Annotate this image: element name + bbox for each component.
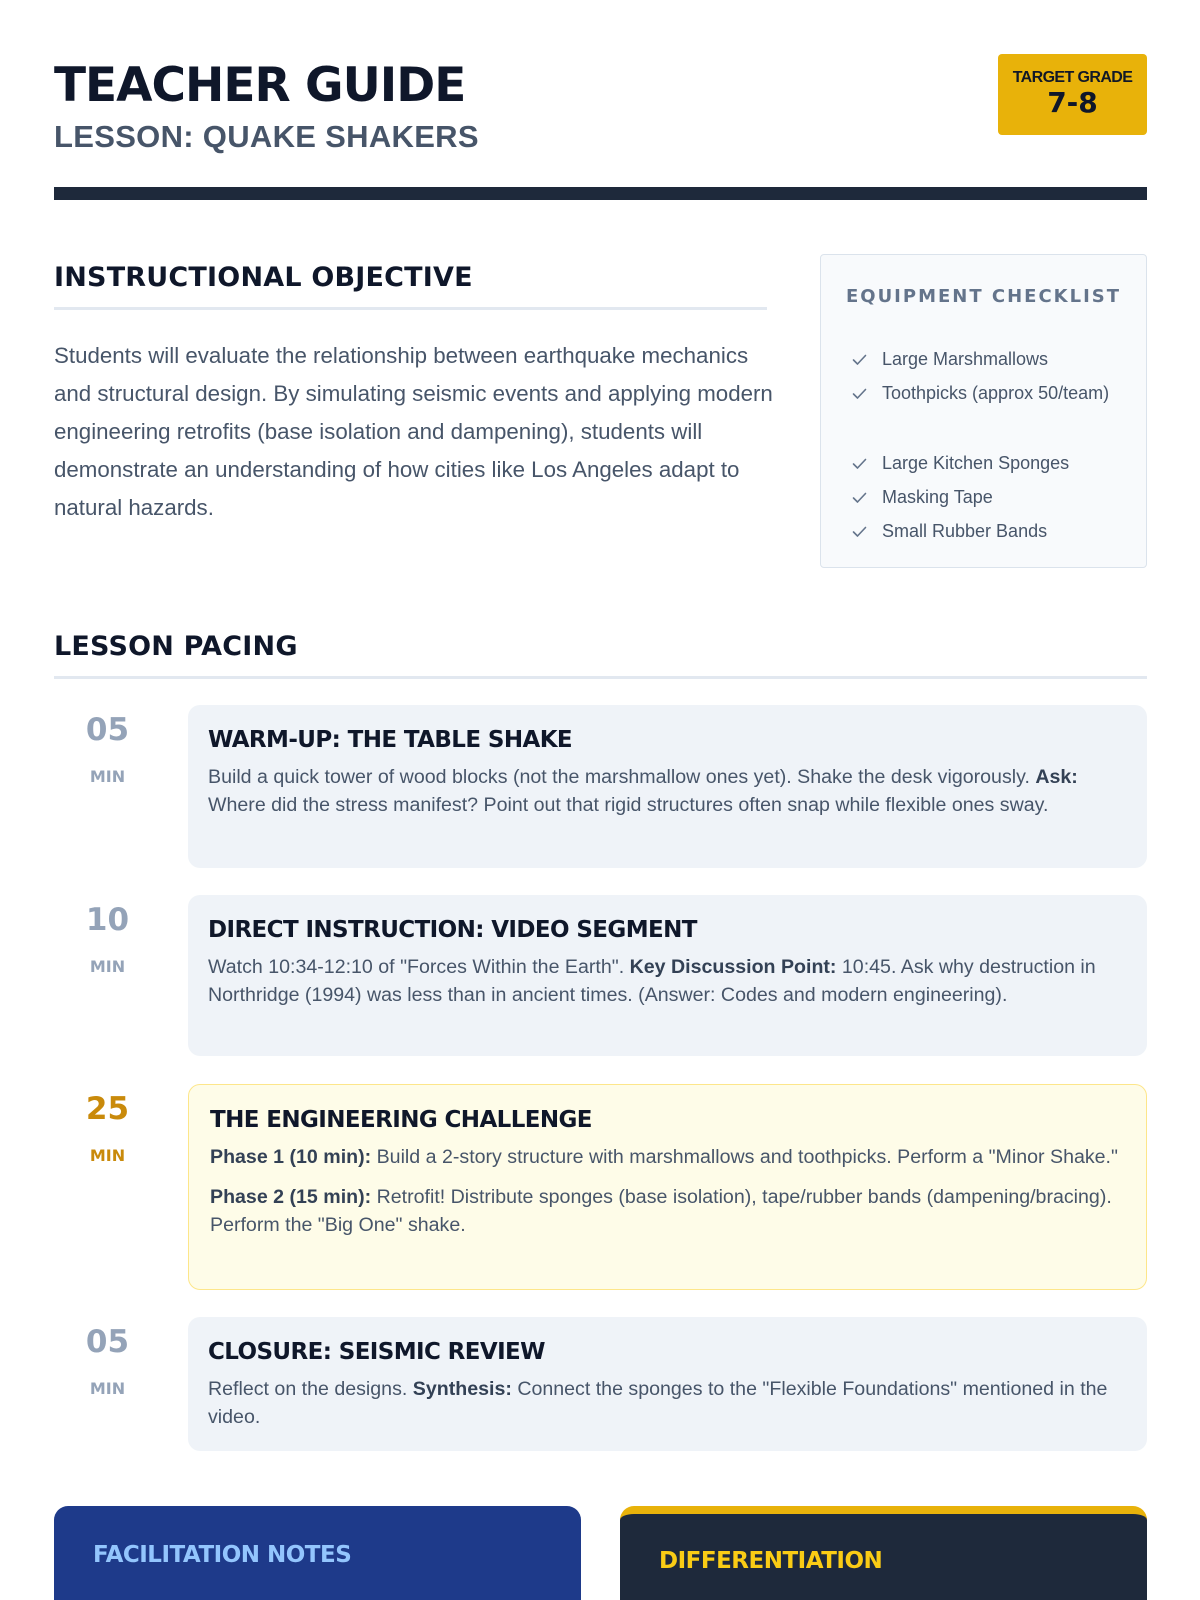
step-card xyxy=(188,705,1147,868)
checklist-title: EQUIPMENT CHECKLIST xyxy=(845,286,1122,307)
pacing-divider xyxy=(54,676,1147,679)
step-duration: 25 xyxy=(85,1091,130,1127)
checklist-item xyxy=(851,346,1121,372)
equipment-checklist xyxy=(820,254,1147,568)
step-text: Watch 10:34-12:10 of "Forces Within the Earth". xyxy=(208,956,630,978)
step-text: Connect the sponges to the "Flexible Foundations" mentioned in the video. xyxy=(208,1378,1108,1428)
checkmark-icon xyxy=(851,489,868,506)
checklist-item xyxy=(851,380,1121,406)
step-duration-unit: MIN xyxy=(89,767,126,786)
target-grade-label: TARGET GRADE xyxy=(1012,69,1133,86)
step-duration: 10 xyxy=(85,902,130,938)
checklist-item-label: Large Marshmallows xyxy=(882,349,1049,369)
step-emphasis: Key Discussion Point: xyxy=(629,956,837,978)
step-description xyxy=(208,763,1127,819)
header-divider xyxy=(54,187,1147,200)
checklist-item-label: Masking Tape xyxy=(882,487,993,507)
step-text: 10:45. Ask why destruction in Northridge (1994) was less than in ancient times. (Answer: Codes and modern engineering). xyxy=(208,956,1096,1006)
checklist-item xyxy=(851,518,1121,544)
page-title: TEACHER GUIDE xyxy=(54,58,466,113)
step-title: WARM-UP: THE TABLE SHAKE xyxy=(208,727,573,753)
step-emphasis: Phase 1 (10 min): xyxy=(210,1146,372,1168)
step-duration-unit: MIN xyxy=(89,1146,126,1165)
checklist-item-label: Large Kitchen Sponges xyxy=(882,453,1070,473)
step-duration-unit: MIN xyxy=(89,957,126,976)
checkmark-icon xyxy=(851,455,868,472)
step-card xyxy=(188,1084,1147,1290)
facilitation-notes-title: FACILITATION NOTES xyxy=(93,1542,352,1568)
step-emphasis: Ask: xyxy=(1035,766,1078,788)
step-duration: 05 xyxy=(85,712,130,748)
step-description xyxy=(208,953,1127,1009)
lesson-subtitle: LESSON: QUAKE SHAKERS xyxy=(54,119,479,154)
checklist-item-label: Toothpicks (approx 50/team) xyxy=(882,383,1110,403)
objective-heading: INSTRUCTIONAL OBJECTIVE xyxy=(54,262,473,293)
checkmark-icon xyxy=(851,523,868,540)
pacing-heading: LESSON PACING xyxy=(54,631,298,662)
step-text: Build a quick tower of wood blocks (not the marshmallow ones yet). Shake the desk vigorously. xyxy=(208,766,1036,788)
step-title: CLOSURE: SEISMIC REVIEW xyxy=(208,1339,545,1365)
step-title: THE ENGINEERING CHALLENGE xyxy=(210,1107,592,1133)
target-grade-value: 7-8 xyxy=(1047,86,1098,119)
step-card xyxy=(188,895,1147,1056)
step-text: Retrofit! Distribute sponges (base isolation), tape/rubber bands (dampening/bracing). Perform the "Big One" shake. xyxy=(210,1186,1112,1236)
objective-text: Students will evaluate the relationship between earthquake mechanics and structural design. By simulating seismic events and applying modern engineering retrofits (base isolation and dampening), students will demonstrate an understanding of how cities like Los Angeles adapt to natural hazards. xyxy=(54,343,773,520)
step-description xyxy=(208,1375,1127,1431)
checkmark-icon xyxy=(851,351,868,368)
step-title: DIRECT INSTRUCTION: VIDEO SEGMENT xyxy=(208,917,697,943)
step-text: Build a 2-story structure with marshmallows and toothpicks. Perform a "Minor Shake." xyxy=(371,1146,1118,1168)
step-duration-unit: MIN xyxy=(89,1379,126,1398)
differentiation-title: DIFFERENTIATION xyxy=(659,1548,883,1574)
step-duration: 05 xyxy=(85,1324,130,1360)
step-emphasis: Synthesis: xyxy=(412,1378,512,1400)
target-grade-badge xyxy=(998,54,1147,135)
step-emphasis: Phase 2 (15 min): xyxy=(210,1186,372,1208)
step-text: Reflect on the designs. xyxy=(208,1378,413,1400)
checklist-item-label: Small Rubber Bands xyxy=(882,521,1048,541)
checkmark-icon xyxy=(851,385,868,402)
objective-divider xyxy=(54,307,767,310)
step-description xyxy=(210,1183,1126,1239)
facilitation-notes-card xyxy=(54,1506,581,1600)
page-header xyxy=(54,50,1147,200)
differentiation-card xyxy=(620,1506,1147,1600)
step-card xyxy=(188,1317,1147,1451)
step-description xyxy=(210,1143,1126,1171)
checklist-item xyxy=(851,484,1121,510)
step-text: Where did the stress manifest? Point out that rigid structures often snap while flexible ones sway. xyxy=(208,794,1049,816)
checklist-item xyxy=(851,450,1121,476)
